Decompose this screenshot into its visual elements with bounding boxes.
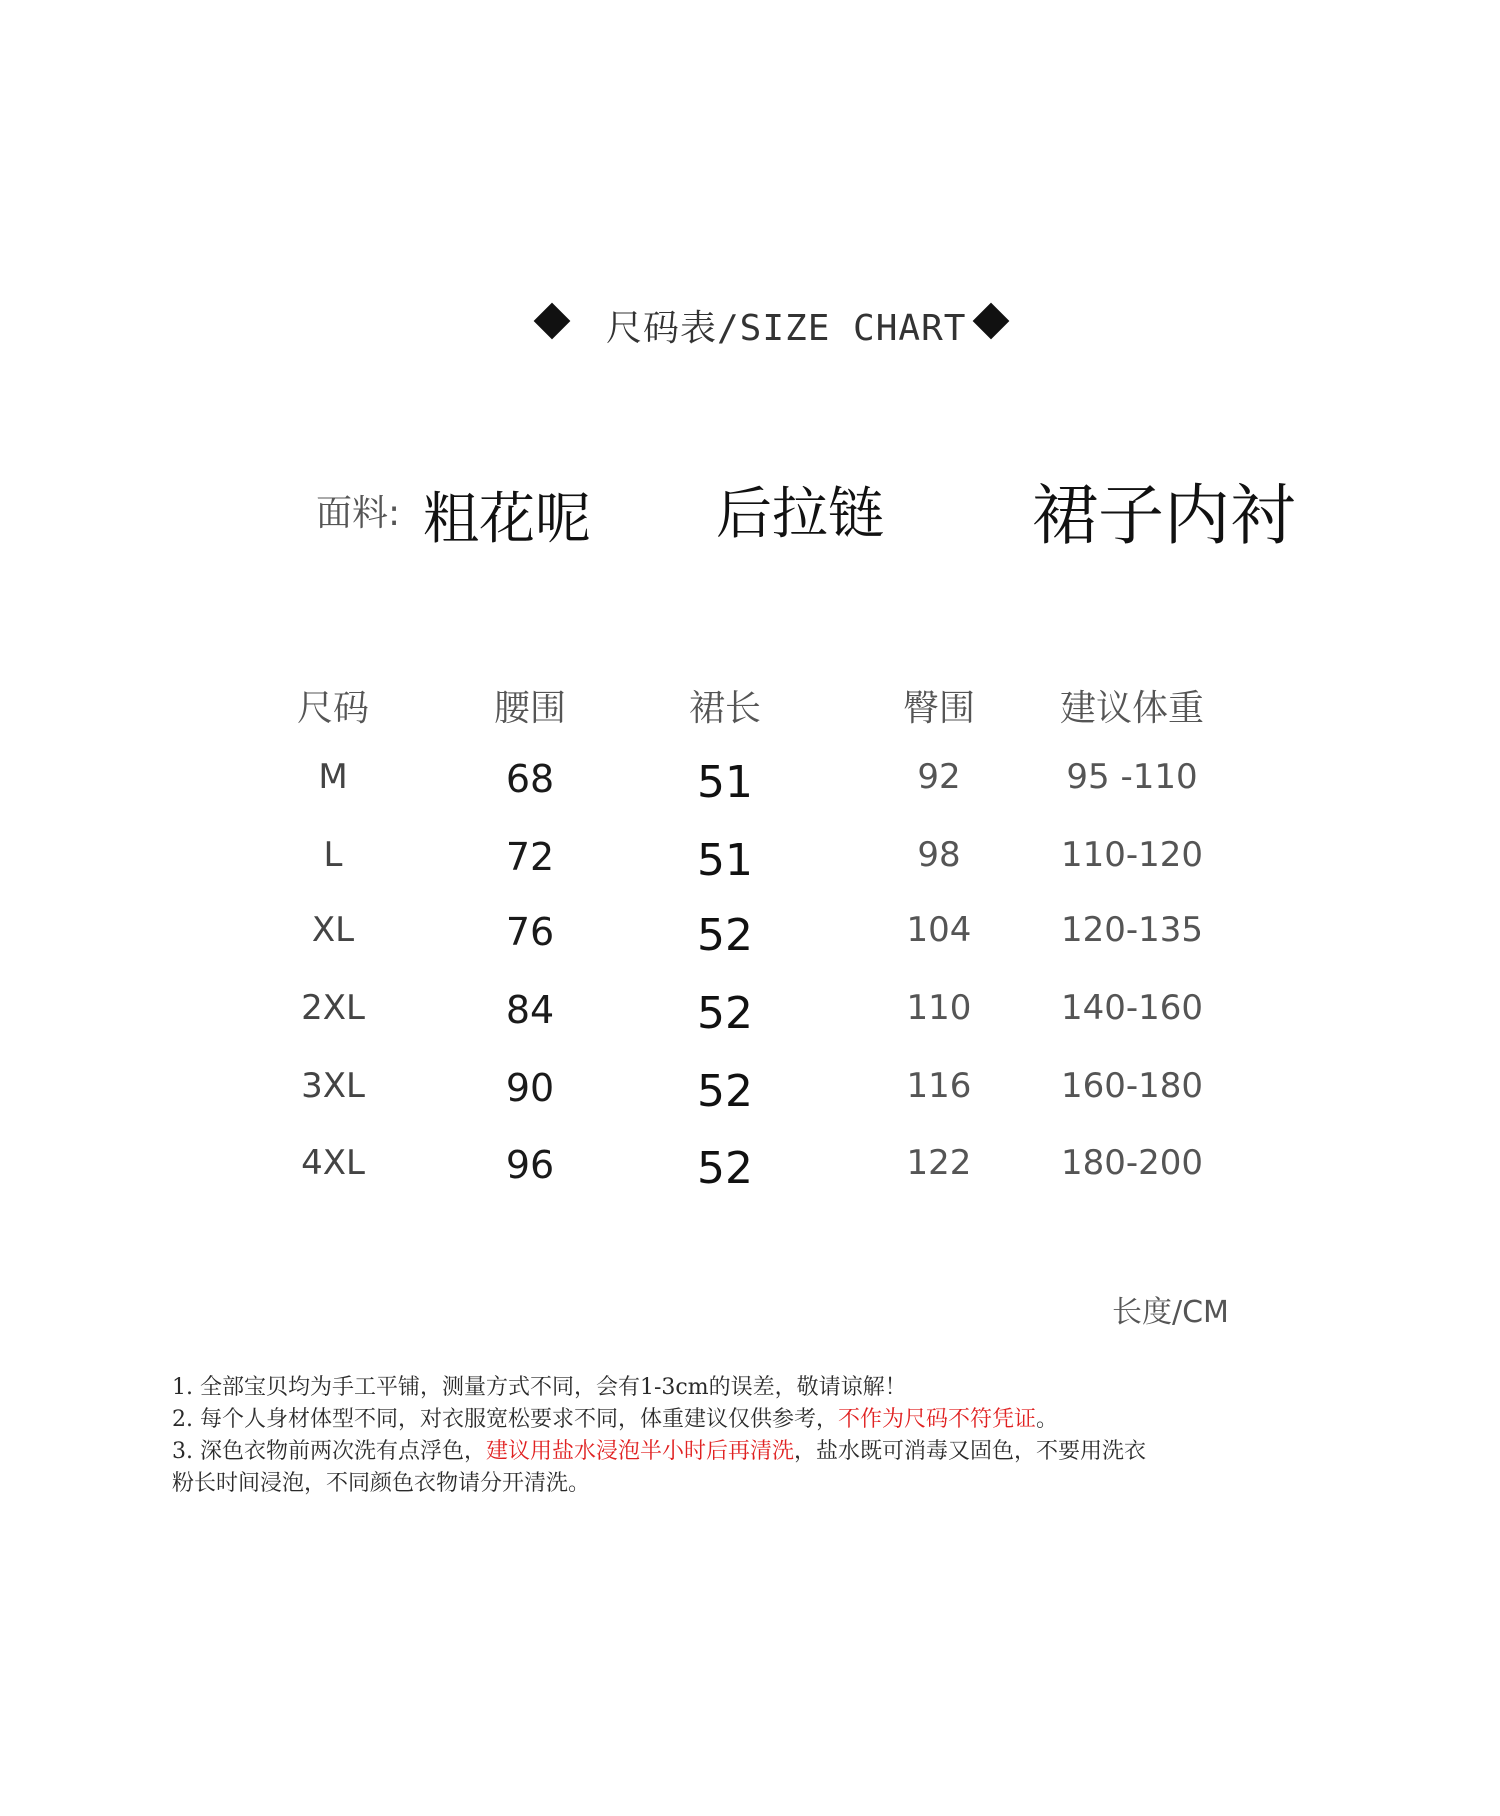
cell-skirt-length: 52 xyxy=(697,910,753,961)
cell-waist: 76 xyxy=(505,910,555,954)
table-row xyxy=(250,910,1250,970)
note-text: ，盐水既可消毒又固色，不要用洗衣 xyxy=(794,1439,1147,1464)
fabric-value: 粗花呢 xyxy=(423,487,591,552)
cell-hip: 116 xyxy=(906,1066,972,1106)
cell-skirt-length: 52 xyxy=(697,1066,753,1117)
note-warning-text: 建议用盐水浸泡半小时后再清洗 xyxy=(485,1439,794,1464)
cell-weight: 180-200 xyxy=(1060,1143,1204,1183)
unit-note: 长度/CM xyxy=(1112,1295,1229,1330)
note-text: 。 xyxy=(1036,1407,1059,1432)
table-header-row xyxy=(250,680,1250,740)
note-line-1 xyxy=(172,1372,1312,1404)
note-text: 3. 深色衣物前两次洗有点浮色， xyxy=(172,1439,486,1464)
cell-waist: 96 xyxy=(505,1143,555,1187)
note-text: 2. 每个人身材体型不同，对衣服宽松要求不同，体重建议仅供参考， xyxy=(172,1407,838,1432)
cell-hip: 122 xyxy=(906,1143,972,1183)
note-text: 1. 全部宝贝均为手工平铺，测量方式不同，会有1-3cm的误差，敬请谅解！ xyxy=(172,1375,907,1400)
note-line-4 xyxy=(172,1468,1312,1500)
note-line-3 xyxy=(172,1436,1312,1468)
fabric-label: 面料: xyxy=(316,493,401,534)
cell-weight: 95 -110 xyxy=(1066,757,1198,797)
cell-size: 4XL xyxy=(301,1143,365,1183)
lining-feature: 裙子内衬 xyxy=(1032,477,1296,554)
note-warning-text: 不作为尺码不符凭证 xyxy=(838,1407,1037,1432)
cell-skirt-length: 51 xyxy=(697,835,753,886)
header-waist: 腰围 xyxy=(493,688,567,729)
care-notes xyxy=(172,1372,1312,1500)
header-skirt-length: 裙长 xyxy=(688,688,762,729)
cell-hip: 98 xyxy=(917,835,961,875)
page-title: 尺码表/SIZE CHART xyxy=(606,308,967,349)
cell-weight: 140-160 xyxy=(1060,988,1204,1028)
diamond-icon xyxy=(534,303,571,340)
header-hip: 臀围 xyxy=(902,688,976,729)
header-size: 尺码 xyxy=(296,688,370,729)
cell-weight: 110-120 xyxy=(1060,835,1204,875)
cell-skirt-length: 52 xyxy=(697,988,753,1039)
cell-waist: 68 xyxy=(505,757,555,801)
cell-weight: 120-135 xyxy=(1060,910,1204,950)
cell-hip: 92 xyxy=(917,757,961,797)
table-row xyxy=(250,1066,1250,1126)
cell-hip: 110 xyxy=(906,988,972,1028)
cell-skirt-length: 51 xyxy=(697,757,753,808)
cell-weight: 160-180 xyxy=(1060,1066,1204,1106)
cell-size: 3XL xyxy=(301,1066,365,1106)
zipper-feature: 后拉链 xyxy=(716,482,884,547)
table-row xyxy=(250,835,1250,895)
table-row xyxy=(250,1143,1250,1203)
table-row xyxy=(250,988,1250,1048)
cell-size: XL xyxy=(311,910,355,950)
cell-size: M xyxy=(318,757,348,797)
cell-waist: 90 xyxy=(505,1066,555,1110)
cell-waist: 84 xyxy=(505,988,555,1032)
cell-skirt-length: 52 xyxy=(697,1143,753,1194)
header-weight: 建议体重 xyxy=(1059,688,1205,729)
cell-waist: 72 xyxy=(505,835,555,879)
note-line-2 xyxy=(172,1404,1312,1436)
cell-size: L xyxy=(323,835,343,875)
cell-size: 2XL xyxy=(301,988,365,1028)
table-row xyxy=(250,757,1250,817)
note-text: 粉长时间浸泡，不同颜色衣物请分开清洗。 xyxy=(172,1471,591,1496)
cell-hip: 104 xyxy=(906,910,972,950)
diamond-icon xyxy=(973,303,1010,340)
